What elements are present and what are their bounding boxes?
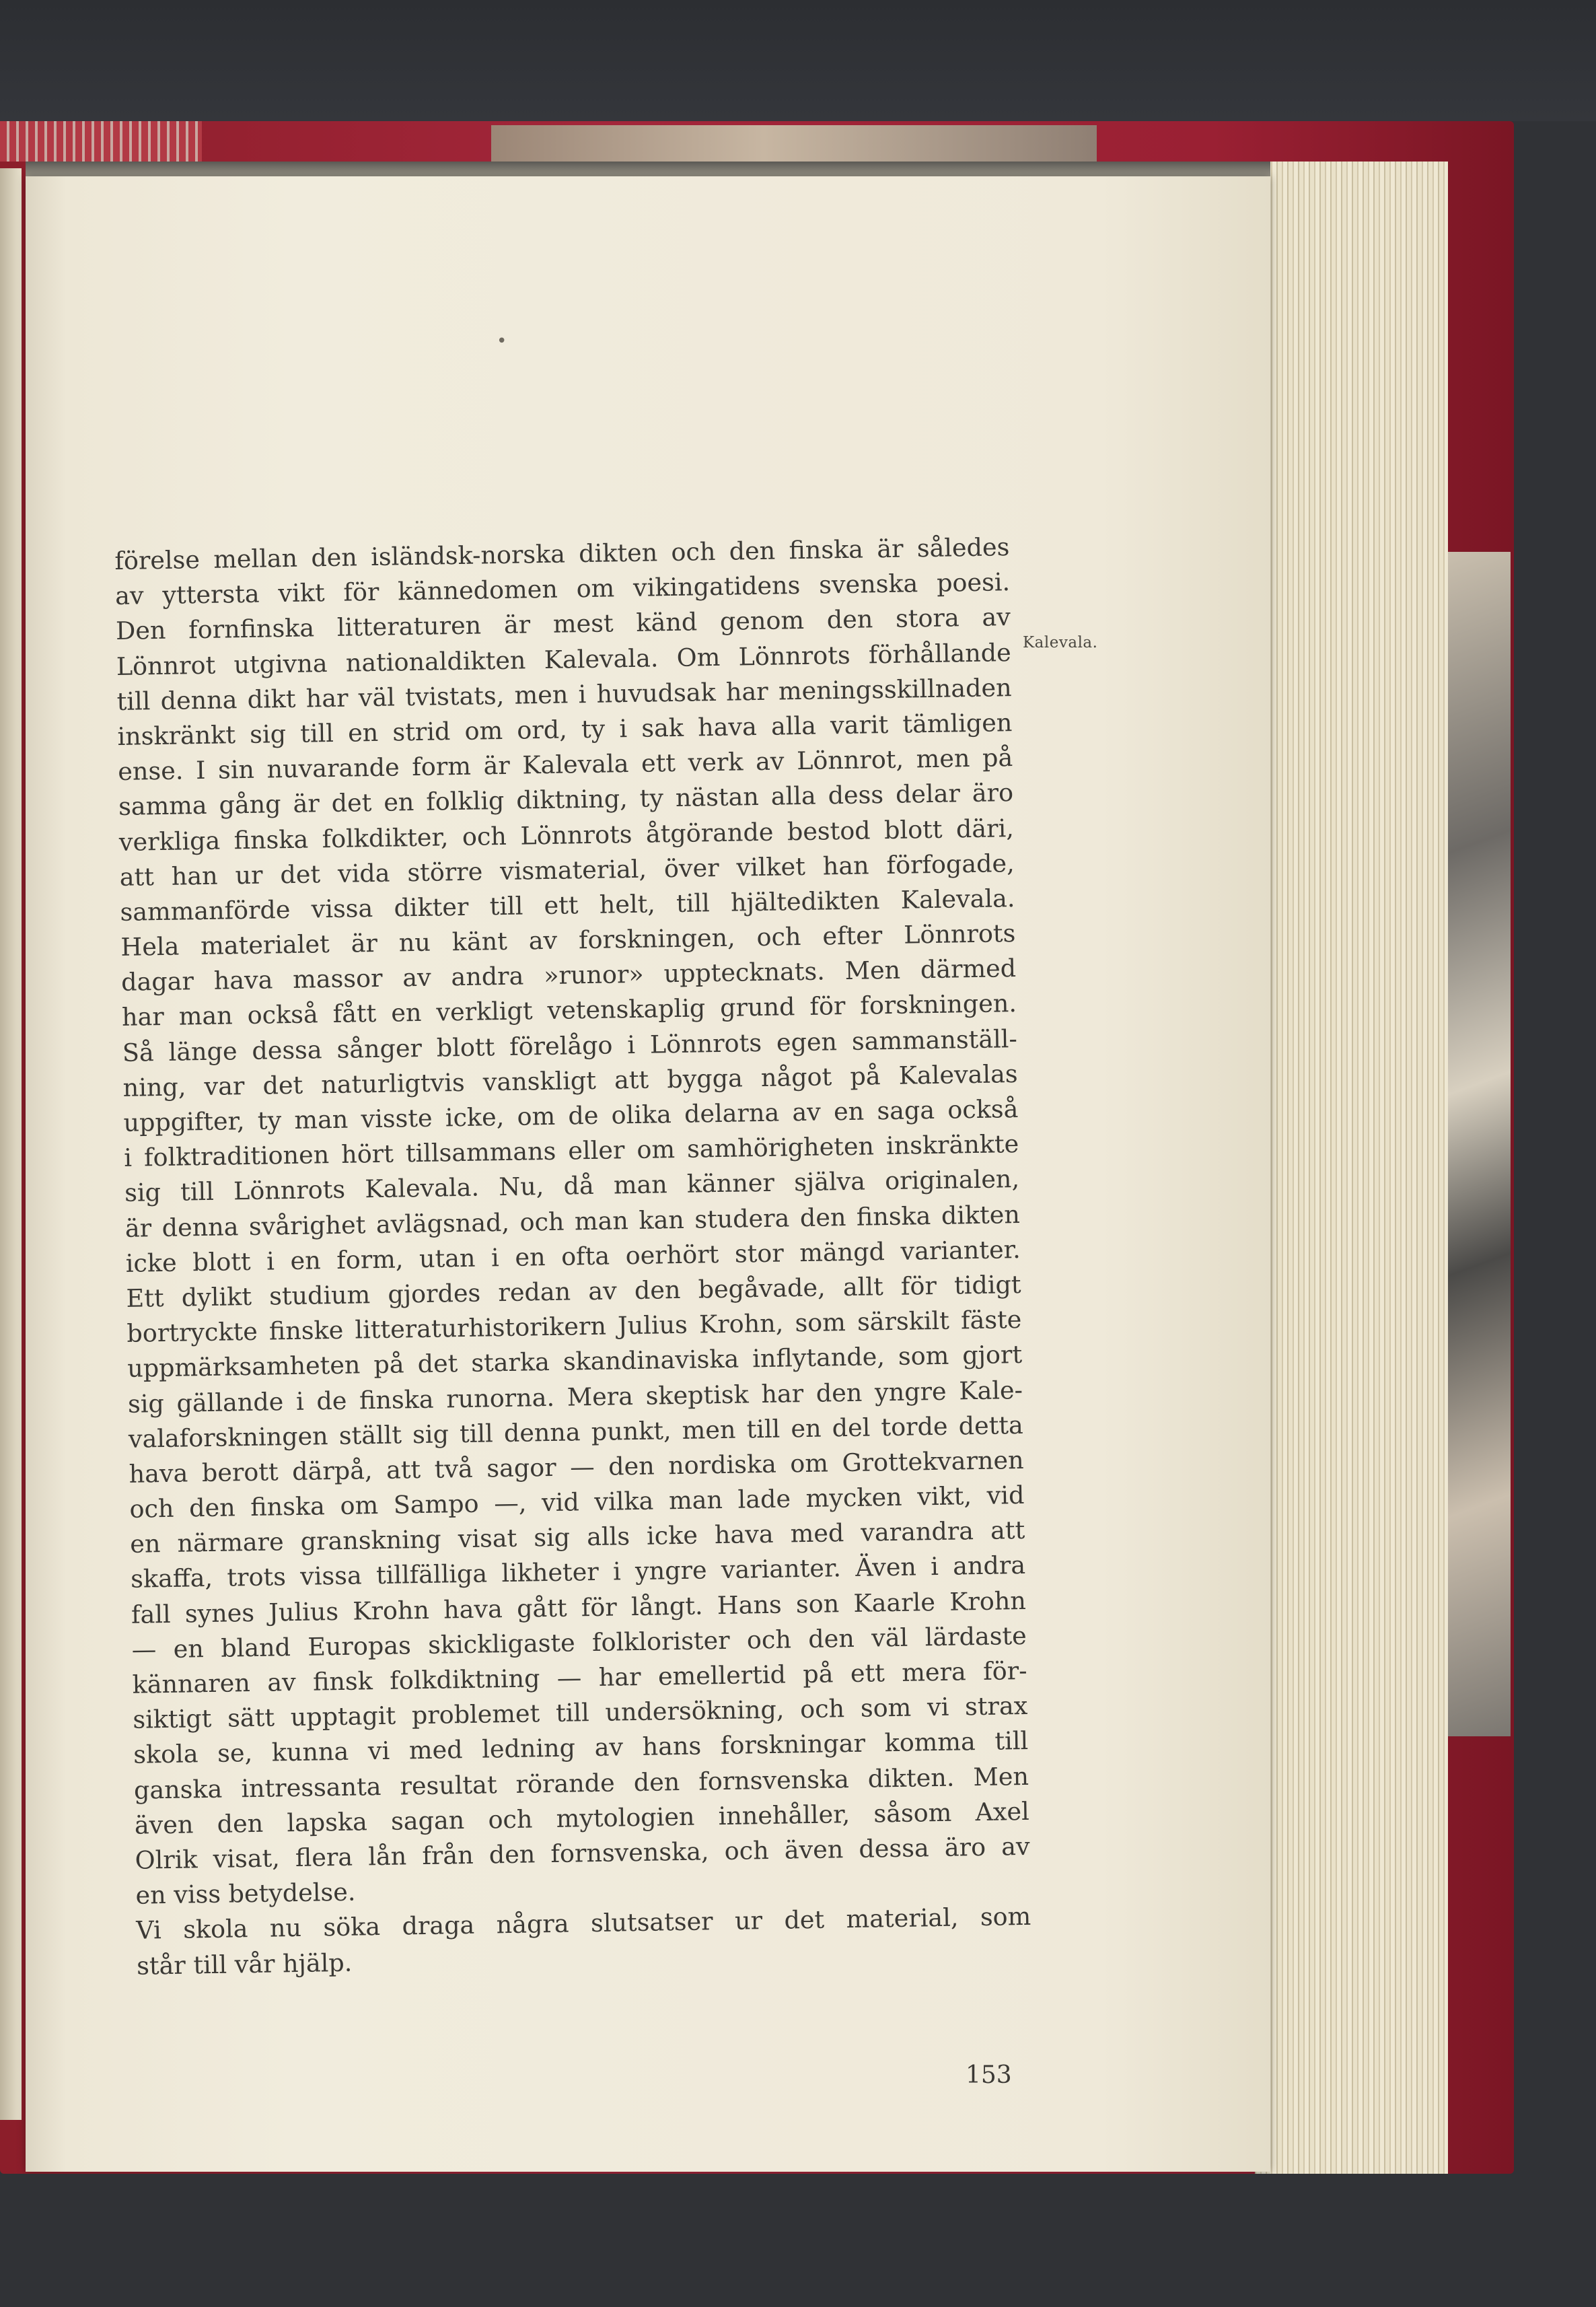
text-line: en viss betydelse. — [135, 1877, 356, 1910]
margin-note: Kalevala. — [1023, 634, 1098, 651]
body-text — [114, 530, 1031, 1983]
text-line: dagar hava massor av andra »runor» upptecknats. Men därmed — [120, 954, 1017, 997]
text-line: är denna svårighet avlägsnad, och man kan studera den finska dikten — [124, 1199, 1021, 1243]
cover-paper-strip — [491, 125, 1097, 166]
text-line: sig till Lönnrots Kalevala. Nu, då man känner själva originalen, — [124, 1164, 1020, 1208]
background-bottom — [0, 2174, 1596, 2307]
text-line: en närmare granskning visat sig alls icke hava med varandra att — [130, 1516, 1025, 1559]
text-line: sig gällande i de finska runorna. Mera skeptisk har den yngre Kale- — [127, 1375, 1023, 1419]
text-line: Den fornfinska litteraturen är mest känd genom den stora av — [115, 602, 1011, 646]
text-line: inskränkt sig till en strid om ord, ty i sak hava alla varit tämligen — [117, 708, 1013, 751]
text-line: uppgifter, ty man visste icke, om de olika delarna av en saga också — [123, 1094, 1019, 1137]
text-line: i folktraditionen hört tillsammans eller om samhörigheten inskränkte — [123, 1129, 1019, 1173]
text-line: även den lapska sagan och mytologien innehåller, såsom Axel — [134, 1796, 1030, 1840]
text-line: skola se, kunna vi med ledning av hans forskningar komma till — [133, 1726, 1029, 1770]
text-line: — en bland Europas skickligaste folklorister och den väl lärdaste — [131, 1621, 1027, 1664]
text-line: att han ur det vida större vismaterial, över vilket han förfogade, — [119, 848, 1015, 892]
text-line: Hela materialet är nu känt av forskningen, och efter Lönnrots — [120, 919, 1016, 962]
text-line: Lönnrot utgivna nationaldikten Kalevala. Om Lönnrots förhållande — [116, 637, 1012, 681]
text-line: till denna dikt har väl tvistats, men i huvudsak har meningsskillnaden — [116, 672, 1012, 716]
text-line: siktigt sätt upptagit problemet till undersökning, och som vi strax — [133, 1691, 1028, 1734]
text-line: har man också fått en verkligt vetenskaplig grund för forskningen. — [121, 989, 1017, 1032]
page-number: 153 — [966, 2061, 1012, 2089]
text-line: Olrik visat, flera lån från den fornsvenska, och även dessa äro av — [135, 1831, 1030, 1875]
text-line: ning, var det naturligtvis vanskligt att bygga något på Kalevalas — [122, 1059, 1018, 1102]
text-line: icke blott i en form, utan i en ofta oerhört stor mängd varianter. — [125, 1234, 1021, 1278]
book-page — [26, 176, 1270, 2172]
text-line: ganska intressanta resultat rörande den fornsvenska dikten. Men — [133, 1761, 1029, 1805]
marbled-endpaper — [1447, 552, 1511, 1736]
text-line: Vi skola nu söka draga några slutsatser ur det material, som — [136, 1902, 1031, 1946]
background — [0, 0, 1596, 121]
text-line: Så länge dessa sånger blott förelågo i Lönnrots egen sammanställ- — [122, 1024, 1018, 1067]
page-fore-edge — [1255, 162, 1448, 2174]
page-mark: • — [497, 331, 507, 351]
text-line: står till vår hjälp. — [136, 1948, 353, 1981]
text-line: fall synes Julius Krohn hava gått för långt. Hans son Kaarle Krohn — [131, 1586, 1027, 1629]
text-line: förelse mellan den isländsk-norska dikten och den finska är således — [114, 532, 1010, 575]
text-line: verkliga finska folkdikter, och Lönnrots åtgörande bestod blott däri, — [118, 813, 1015, 857]
text-line: kännaren av finsk folkdiktning — har emellertid på ett mera för- — [132, 1656, 1027, 1699]
left-page-edge — [0, 168, 22, 2120]
text-line: valaforskningen ställt sig till denna punkt, men till en del torde detta — [128, 1410, 1024, 1454]
text-line: och den finska om Sampo —, vid vilka man lade mycken vikt, vid — [129, 1480, 1025, 1524]
text-line: bortryckte finske litteraturhistorikern Julius Krohn, som särskilt fäste — [126, 1305, 1022, 1348]
cover-band — [0, 121, 202, 162]
text-line: skaffa, trots vissa tillfälliga likheter i yngre varianter. Även i andra — [130, 1551, 1026, 1594]
text-line: sammanförde vissa dikter till ett helt, till hjältedikten Kalevala. — [120, 883, 1015, 927]
text-line: hava berott därpå, att två sagor — den nordiska om Grottekvarnen — [129, 1445, 1024, 1489]
text-line: ense. I sin nuvarande form är Kalevala ett verk av Lönnrot, men på — [117, 743, 1013, 787]
text-line: Ett dylikt studium gjordes redan av den begåvade, allt för tidigt — [126, 1269, 1021, 1313]
text-line: av yttersta vikt för kännedomen om vikingatidens svenska poesi. — [114, 567, 1011, 611]
text-line: uppmärksamheten på det starka skandinaviska inflytande, som gjort — [126, 1340, 1023, 1384]
text-line: samma gång är det en folklig diktning, ty nästan alla dess delar äro — [118, 778, 1014, 822]
